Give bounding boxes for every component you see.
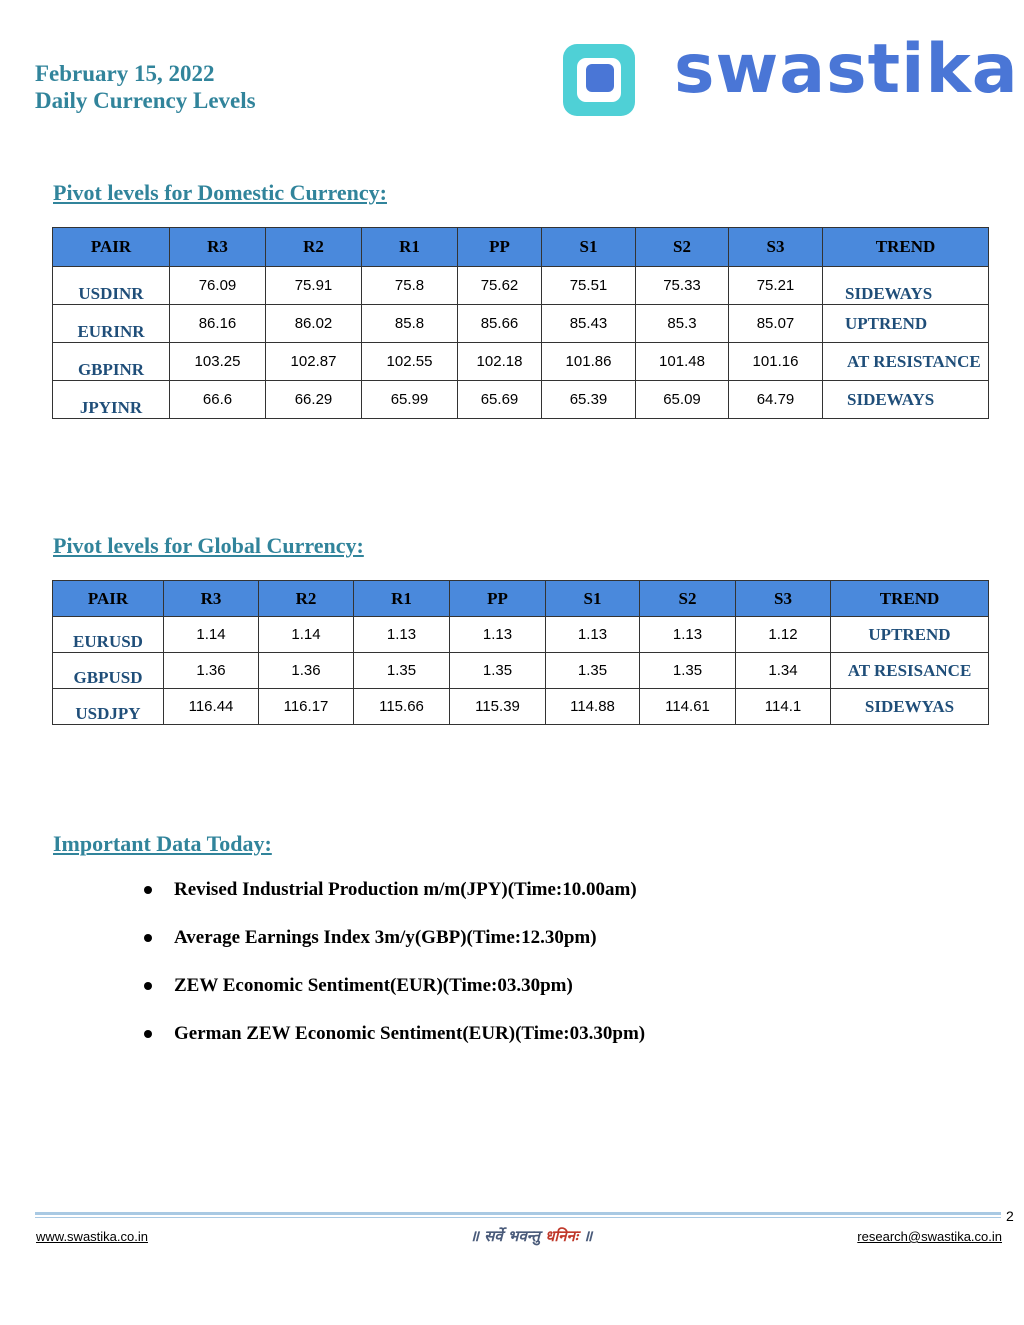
pair-cell: GBPUSD [53,653,164,689]
table-row [53,653,989,689]
global-section-title: Pivot levels for Global Currency: [53,533,364,558]
value-cell: 75.21 [729,267,823,305]
value-cell: 75.51 [542,267,636,305]
table-row [53,617,989,653]
value-cell: 66.6 [170,381,266,419]
column-header: PP [450,581,546,617]
value-cell: 86.16 [170,305,266,343]
value-cell: 101.48 [636,343,729,381]
value-cell: 1.35 [546,653,640,689]
list-item [140,926,645,974]
column-header: R2 [266,228,362,267]
trend-cell: UPTREND [831,617,989,653]
value-cell: 1.36 [259,653,354,689]
domestic-pivot-table [52,227,989,419]
pair-cell: EURINR [53,305,170,343]
email-link[interactable]: research@swastika.co.in [857,1229,1002,1244]
value-cell: 114.61 [640,689,736,725]
value-cell: 1.13 [354,617,450,653]
value-cell: 1.35 [640,653,736,689]
value-cell: 102.87 [266,343,362,381]
event-text: Revised Industrial Production m/m(JPY)(Time:10.00am) [174,879,637,900]
pair-cell: JPYINR [53,381,170,419]
value-cell: 103.25 [170,343,266,381]
list-item [140,974,645,1022]
column-header: R1 [362,228,458,267]
value-cell: 75.33 [636,267,729,305]
table-header-row [53,581,989,617]
footer-divider [35,1212,1001,1215]
column-header: S1 [542,228,636,267]
column-header: R3 [170,228,266,267]
value-cell: 115.39 [450,689,546,725]
value-cell: 65.39 [542,381,636,419]
value-cell: 102.55 [362,343,458,381]
website-link[interactable]: www.swastika.co.in [36,1229,148,1244]
value-cell: 114.88 [546,689,640,725]
value-cell: 65.69 [458,381,542,419]
column-header: R2 [259,581,354,617]
pair-cell: EURUSD [53,617,164,653]
value-cell: 1.13 [450,617,546,653]
value-cell: 1.13 [546,617,640,653]
table-row [53,689,989,725]
column-header: S3 [729,228,823,267]
value-cell: 75.62 [458,267,542,305]
value-cell: 1.35 [354,653,450,689]
motto-prefix: ॥ सर्वे भवन्तु [470,1227,546,1245]
bullet-icon [144,934,152,942]
column-header: S1 [546,581,640,617]
column-header: R3 [164,581,259,617]
value-cell: 65.09 [636,381,729,419]
bullet-icon [144,886,152,894]
value-cell: 85.8 [362,305,458,343]
events-section-title: Important Data Today: [53,831,272,856]
events-list [140,878,645,1070]
list-item [140,878,645,926]
footer-motto [470,1226,592,1246]
column-header: R1 [354,581,450,617]
column-header: S3 [736,581,831,617]
value-cell: 116.17 [259,689,354,725]
table-row [53,305,989,343]
logo-text: swastika [674,30,1019,109]
value-cell: 1.34 [736,653,831,689]
value-cell: 1.12 [736,617,831,653]
value-cell: 1.14 [259,617,354,653]
list-item [140,1022,645,1070]
trend-cell: SIDEWAYS [823,381,989,419]
column-header: PAIR [53,228,170,267]
trend-cell: SIDEWAYS [823,267,989,305]
pair-cell: USDINR [53,267,170,305]
domestic-section-title: Pivot levels for Domestic Currency: [53,180,387,205]
table-row [53,381,989,419]
value-cell: 86.02 [266,305,362,343]
swastika-logo [560,30,1019,120]
header-date: February 15, 2022 [35,61,215,86]
value-cell: 65.99 [362,381,458,419]
value-cell: 1.35 [450,653,546,689]
value-cell: 115.66 [354,689,450,725]
motto-highlight: धनिनः [545,1227,578,1245]
column-header: TREND [831,581,989,617]
footer-divider-thin [35,1217,1001,1218]
trend-cell: SIDEWYAS [831,689,989,725]
column-header: PP [458,228,542,267]
trend-cell: AT RESISTANCE [823,343,989,381]
trend-cell: AT RESISANCE [831,653,989,689]
value-cell: 1.36 [164,653,259,689]
event-text: Average Earnings Index 3m/y(GBP)(Time:12.30pm) [174,927,597,948]
value-cell: 116.44 [164,689,259,725]
event-text: German ZEW Economic Sentiment(EUR)(Time:03.30pm) [174,1023,646,1044]
bullet-icon [144,1030,152,1038]
column-header: S2 [640,581,736,617]
value-cell: 101.16 [729,343,823,381]
motto-suffix: ॥ [577,1227,593,1245]
value-cell: 102.18 [458,343,542,381]
table-row [53,343,989,381]
value-cell: 1.13 [640,617,736,653]
value-cell: 1.14 [164,617,259,653]
value-cell: 85.66 [458,305,542,343]
table-row [53,267,989,305]
bullet-icon [144,982,152,990]
value-cell: 75.8 [362,267,458,305]
column-header: PAIR [53,581,164,617]
table-header-row [53,228,989,267]
column-header: S2 [636,228,729,267]
pair-cell: GBPINR [53,343,170,381]
value-cell: 85.43 [542,305,636,343]
value-cell: 101.86 [542,343,636,381]
page-number: 2 [1006,1208,1014,1224]
value-cell: 76.09 [170,267,266,305]
trend-cell: UPTREND [823,305,989,343]
column-header: TREND [823,228,989,267]
value-cell: 75.91 [266,267,362,305]
pair-cell: USDJPY [53,689,164,725]
header-subtitle: Daily Currency Levels [35,88,256,113]
value-cell: 114.1 [736,689,831,725]
value-cell: 64.79 [729,381,823,419]
value-cell: 85.07 [729,305,823,343]
event-text: ZEW Economic Sentiment(EUR)(Time:03.30pm) [174,975,573,996]
global-pivot-table [52,580,989,725]
value-cell: 85.3 [636,305,729,343]
value-cell: 66.29 [266,381,362,419]
logo-mark-icon [563,44,635,116]
